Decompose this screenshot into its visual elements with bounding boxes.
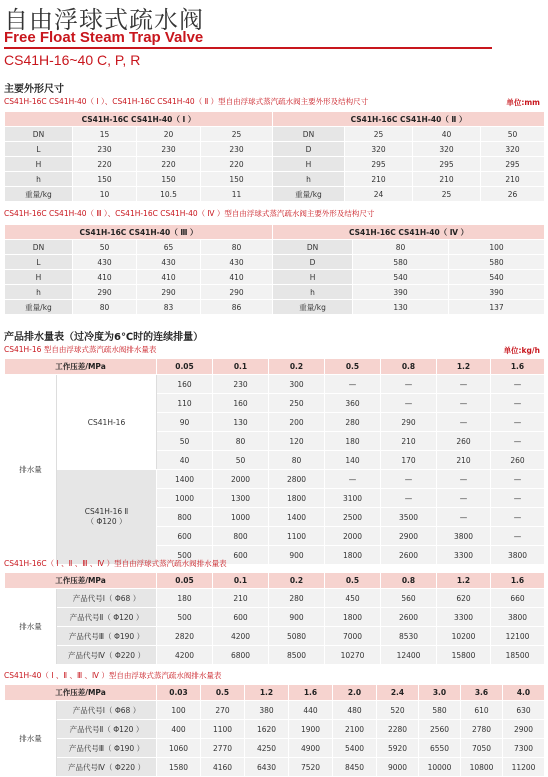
table-row (5, 758, 545, 777)
table-row (5, 255, 545, 270)
table-cell: 260 (491, 451, 545, 470)
table-cell: 50 (157, 432, 213, 451)
table-row (5, 701, 545, 720)
table4-caption: CS41H-16C（ Ⅰ 、Ⅱ 、Ⅲ 、Ⅳ ）型自由浮球式蒸汽疏水阀排水量表 (4, 559, 227, 568)
table-cell: 540 (449, 270, 545, 285)
table-cell: 24 (345, 187, 413, 202)
row-group-label: 排水量 (5, 701, 57, 777)
table-cell: 230 (201, 142, 273, 157)
table-cell: 900 (269, 608, 325, 627)
table-cell: 25 (345, 127, 413, 142)
table-cell: 600 (157, 527, 213, 546)
table-cell: 620 (437, 589, 491, 608)
table-cell: 430 (201, 255, 273, 270)
table-cell: 10200 (437, 627, 491, 646)
table-row (5, 187, 545, 202)
row-label: 重量/kg (5, 187, 73, 202)
table-cell: 50 (213, 451, 269, 470)
table-cell: 1000 (157, 489, 213, 508)
model-group-label-line: CS41H-16 Ⅱ (84, 507, 129, 516)
table-cell: 2000 (325, 527, 381, 546)
table-cell: 210 (213, 589, 269, 608)
table-cell: 3800 (491, 608, 545, 627)
row-label: D (273, 255, 353, 270)
table-cell: 900 (269, 546, 325, 565)
pressure-header: 0.5 (201, 685, 245, 701)
table-cell: 210 (413, 172, 481, 187)
table-cell: 210 (345, 172, 413, 187)
table-cell: 130 (213, 413, 269, 432)
table-cell: 140 (325, 451, 381, 470)
table-cell: — (437, 470, 491, 489)
pressure-header-label: 工作压差/MPa (5, 573, 157, 589)
discharge-table-cs41h-16c (4, 572, 545, 665)
pressure-header-label: 工作压差/MPa (5, 685, 157, 701)
row-label: H (5, 157, 73, 172)
table-cell: 500 (157, 608, 213, 627)
table-cell: 7050 (461, 739, 503, 758)
table-cell: 26 (481, 187, 545, 202)
pressure-header: 0.5 (325, 573, 381, 589)
table-cell: — (437, 394, 491, 413)
pressure-header: 3.6 (461, 685, 503, 701)
table-cell: 150 (137, 172, 201, 187)
model-group-label-line: （ Φ120 ） (86, 517, 127, 526)
table-cell: 11 (201, 187, 273, 202)
table-cell: 180 (157, 589, 213, 608)
table-cell: 1060 (157, 739, 201, 758)
dimensions-section-title: 主要外形尺寸 (4, 84, 64, 95)
pressure-header: 1.2 (245, 685, 289, 701)
table-cell: 110 (157, 394, 213, 413)
table-row (5, 720, 545, 739)
table-cell: 280 (269, 589, 325, 608)
row-label: DN (5, 127, 73, 142)
table-cell: 430 (73, 255, 137, 270)
table-cell: — (437, 489, 491, 508)
table-cell: 65 (137, 240, 201, 255)
page-subtitle-en: Free Float Steam Trap Valve (4, 29, 204, 46)
table-cell: 8500 (269, 646, 325, 665)
table-cell: 160 (213, 394, 269, 413)
table-cell: 230 (73, 142, 137, 157)
table-cell: 300 (269, 375, 325, 394)
table-cell: 1100 (269, 527, 325, 546)
pressure-header: 0.5 (325, 359, 381, 375)
row-label: 重量/kg (273, 300, 353, 315)
table-cell: 600 (213, 608, 269, 627)
table-cell: 210 (437, 451, 491, 470)
pressure-header: 0.1 (213, 359, 269, 375)
table-cell: 2900 (381, 527, 437, 546)
table-cell: 295 (345, 157, 413, 172)
table-cell: 2560 (419, 720, 461, 739)
table-cell: 230 (137, 142, 201, 157)
product-code-label: 产品代号Ⅲ（ Φ190 ） (57, 627, 157, 646)
table-cell: 12100 (491, 627, 545, 646)
row-group-label: 排水量 (5, 589, 57, 665)
table-row (5, 470, 545, 489)
table-cell: 50 (481, 127, 545, 142)
table-row (5, 589, 545, 608)
pressure-header: 2.4 (377, 685, 419, 701)
table-cell: 100 (449, 240, 545, 255)
table-cell: 2600 (381, 546, 437, 565)
table-cell: — (437, 375, 491, 394)
pressure-header: 1.6 (491, 359, 545, 375)
product-code-label: 产品代号Ⅱ（ Φ120 ） (57, 608, 157, 627)
row-label: h (5, 285, 73, 300)
table-cell: 430 (137, 255, 201, 270)
table-cell: 7000 (325, 627, 381, 646)
table-cell: 3300 (437, 608, 491, 627)
table-cell: 630 (503, 701, 545, 720)
table-row (5, 270, 545, 285)
table-cell: 2280 (377, 720, 419, 739)
table-cell: 1800 (269, 489, 325, 508)
table-cell: 100 (157, 701, 201, 720)
table-cell: 600 (213, 546, 269, 565)
table-cell: 2600 (381, 608, 437, 627)
table-cell: 40 (157, 451, 213, 470)
table-cell: 7300 (503, 739, 545, 758)
table-cell: 5080 (269, 627, 325, 646)
table-cell: 2500 (325, 508, 381, 527)
table-cell: — (491, 413, 545, 432)
row-label: H (273, 157, 345, 172)
product-code-label: 产品代号Ⅳ（ Φ220 ） (57, 758, 157, 777)
table-cell: — (381, 470, 437, 489)
table-row (5, 573, 545, 589)
discharge-table-cs41h-40 (4, 684, 545, 777)
row-label: L (5, 255, 73, 270)
table-cell: 2900 (503, 720, 545, 739)
table-row (5, 300, 545, 315)
table-row (5, 142, 545, 157)
table-cell: 10.5 (137, 187, 201, 202)
table-cell: 5920 (377, 739, 419, 758)
table-cell: 130 (353, 300, 449, 315)
table-cell: — (491, 375, 545, 394)
table-cell: — (381, 394, 437, 413)
table-cell: 80 (213, 432, 269, 451)
title-divider (4, 47, 492, 49)
table-cell: 580 (419, 701, 461, 720)
table-cell: 6550 (419, 739, 461, 758)
table-cell: 137 (449, 300, 545, 315)
table-row (5, 127, 545, 142)
table-cell: 2800 (269, 470, 325, 489)
table-cell: 10000 (419, 758, 461, 777)
row-label: DN (5, 240, 73, 255)
product-code-label: 产品代号Ⅳ（ Φ220 ） (57, 646, 157, 665)
row-label: h (273, 172, 345, 187)
table3-caption: CS41H-16 型自由浮球式蒸汽疏水阀排水量表 (4, 345, 157, 354)
row-label: 重量/kg (273, 187, 345, 202)
table-cell: 1800 (325, 546, 381, 565)
table1-caption: CS41H-16C CS41H-40（ Ⅰ ）、CS41H-16C CS41H-40（ Ⅱ ）型自由浮球式蒸汽疏水阀主要外形及结构尺寸 (4, 97, 369, 106)
table-cell: 120 (269, 432, 325, 451)
table-cell: 500 (157, 546, 213, 565)
pressure-header: 3.0 (419, 685, 461, 701)
table-cell: 150 (73, 172, 137, 187)
pressure-header: 1.6 (491, 573, 545, 589)
table-cell: 1300 (213, 489, 269, 508)
table-cell: 800 (213, 527, 269, 546)
pressure-header: 0.2 (269, 573, 325, 589)
table-cell: 1400 (269, 508, 325, 527)
row-label: 重量/kg (5, 300, 73, 315)
table-row (5, 225, 545, 240)
table-cell: 3800 (437, 527, 491, 546)
table-cell: 170 (381, 451, 437, 470)
table-row (5, 685, 545, 701)
table-cell: 4200 (213, 627, 269, 646)
table-cell: — (491, 470, 545, 489)
table-cell: — (381, 375, 437, 394)
table-cell: 800 (157, 508, 213, 527)
table-cell: 4200 (157, 646, 213, 665)
row-label: h (273, 285, 353, 300)
discharge-unit: 单位:kg/h (503, 346, 540, 355)
table-cell: 83 (137, 300, 201, 315)
table-row (5, 375, 545, 394)
table-cell: 295 (413, 157, 481, 172)
dimensions-table-2 (4, 224, 545, 315)
table-header: CS41H-16C CS41H-40（ Ⅲ ） (5, 225, 273, 240)
table-cell: — (491, 527, 545, 546)
table-cell: 1000 (213, 508, 269, 527)
table-cell: 560 (381, 589, 437, 608)
table-cell: 290 (73, 285, 137, 300)
table-cell: — (381, 489, 437, 508)
row-label: DN (273, 127, 345, 142)
table-cell: 390 (449, 285, 545, 300)
table-row (5, 240, 545, 255)
table2-caption: CS41H-16C CS41H-40（ Ⅲ ）、CS41H-16C CS41H-40（ Ⅳ ）型自由浮球式蒸汽疏水阀主要外形及结构尺寸 (4, 209, 375, 218)
pressure-header-label: 工作压差/MPa (5, 359, 157, 375)
table-cell: — (491, 394, 545, 413)
table-cell: 410 (73, 270, 137, 285)
table-cell: 320 (413, 142, 481, 157)
table-cell: 360 (325, 394, 381, 413)
pressure-header: 0.1 (213, 573, 269, 589)
product-code-label: 产品代号Ⅲ（ Φ190 ） (57, 739, 157, 758)
table-cell: — (491, 432, 545, 451)
table-cell: 25 (413, 187, 481, 202)
table-cell: 270 (201, 701, 245, 720)
table-cell: 280 (325, 413, 381, 432)
table-cell: 80 (269, 451, 325, 470)
row-label: h (5, 172, 73, 187)
table-cell: 1100 (201, 720, 245, 739)
table-cell: 80 (73, 300, 137, 315)
product-code-label: 产品代号Ⅱ（ Φ120 ） (57, 720, 157, 739)
pressure-header: 1.6 (289, 685, 333, 701)
discharge-section-title: 产品排水量表（过冷度为6℃时的连续排量） (4, 332, 204, 343)
table-cell: 210 (381, 432, 437, 451)
table-row (5, 112, 545, 127)
pressure-header: 1.2 (437, 359, 491, 375)
row-label: L (5, 142, 73, 157)
table-cell: 1900 (289, 720, 333, 739)
table-cell: 220 (201, 157, 273, 172)
table-cell: 4250 (245, 739, 289, 758)
table-cell: 4900 (289, 739, 333, 758)
table-cell: 10 (73, 187, 137, 202)
table-header: CS41H-16C CS41H-40（ Ⅱ ） (273, 112, 545, 127)
table-cell: 3800 (491, 546, 545, 565)
table-cell: 1800 (325, 608, 381, 627)
table-cell: 390 (353, 285, 449, 300)
table-cell: 260 (437, 432, 491, 451)
dimensions-unit: 单位:mm (506, 98, 540, 107)
table-cell: 580 (449, 255, 545, 270)
table-cell: 80 (201, 240, 273, 255)
table-cell: 320 (345, 142, 413, 157)
table-cell: 15 (73, 127, 137, 142)
model-group-label (57, 470, 157, 565)
product-code-label: 产品代号Ⅰ（ Φ68 ） (57, 701, 157, 720)
table-cell: 200 (269, 413, 325, 432)
row-label: DN (273, 240, 353, 255)
table-cell: 2770 (201, 739, 245, 758)
table-cell: 1620 (245, 720, 289, 739)
table-cell: 440 (289, 701, 333, 720)
model-range: CS41H-16~40 C, P, R (4, 52, 141, 68)
table-cell: 11200 (503, 758, 545, 777)
table-header: CS41H-16C CS41H-40（ Ⅰ ） (5, 112, 273, 127)
table-row (5, 646, 545, 665)
table-header: CS41H-16C CS41H-40（ Ⅳ ） (273, 225, 545, 240)
table-cell: 2000 (213, 470, 269, 489)
table-cell: 40 (413, 127, 481, 142)
pressure-header: 0.05 (157, 359, 213, 375)
table-cell: 290 (201, 285, 273, 300)
table-cell: 8450 (333, 758, 377, 777)
page-title: 自由浮球式疏水阀 (4, 6, 204, 34)
pressure-header: 2.0 (333, 685, 377, 701)
table-cell: 50 (73, 240, 137, 255)
table-row (5, 608, 545, 627)
table-row (5, 359, 545, 375)
table-row (5, 285, 545, 300)
table-cell: 18500 (491, 646, 545, 665)
table-cell: 3500 (381, 508, 437, 527)
table-cell: 295 (481, 157, 545, 172)
row-group-label: 排水量 (5, 375, 57, 565)
table-cell: 2820 (157, 627, 213, 646)
dimensions-table-1 (4, 111, 545, 202)
table-cell: 480 (333, 701, 377, 720)
table-cell: 290 (137, 285, 201, 300)
table-cell: — (437, 508, 491, 527)
table-cell: 520 (377, 701, 419, 720)
table-cell: 410 (137, 270, 201, 285)
pressure-header: 0.8 (381, 359, 437, 375)
table-cell: 9000 (377, 758, 419, 777)
table-cell: — (491, 489, 545, 508)
table-cell: 450 (325, 589, 381, 608)
table-cell: 160 (157, 375, 213, 394)
table-cell: 2100 (333, 720, 377, 739)
model-group-label: CS41H-16 (57, 375, 157, 470)
table-cell: 320 (481, 142, 545, 157)
table-cell: 660 (491, 589, 545, 608)
table-cell: 210 (481, 172, 545, 187)
table-cell: — (325, 375, 381, 394)
table-cell: 20 (137, 127, 201, 142)
table-cell: 380 (245, 701, 289, 720)
table-cell: 6800 (213, 646, 269, 665)
pressure-header: 1.2 (437, 573, 491, 589)
discharge-table-cs41h-16 (4, 358, 545, 565)
table-cell: 2780 (461, 720, 503, 739)
pressure-header: 4.0 (503, 685, 545, 701)
pressure-header: 0.8 (381, 573, 437, 589)
table-cell: 220 (73, 157, 137, 172)
table-cell: 610 (461, 701, 503, 720)
row-label: H (273, 270, 353, 285)
pressure-header: 0.05 (157, 573, 213, 589)
table-cell: 4160 (201, 758, 245, 777)
table-cell: 25 (201, 127, 273, 142)
table-cell: 15800 (437, 646, 491, 665)
table-cell: 230 (213, 375, 269, 394)
table-row (5, 739, 545, 758)
table-cell: 7520 (289, 758, 333, 777)
table-cell: 8530 (381, 627, 437, 646)
table5-caption: CS41H-40（ Ⅰ 、Ⅱ 、Ⅲ 、Ⅳ ）型自由浮球式蒸汽疏水阀排水量表 (4, 671, 222, 680)
table-cell: 540 (353, 270, 449, 285)
pressure-header: 0.03 (157, 685, 201, 701)
table-row (5, 627, 545, 646)
table-cell: 250 (269, 394, 325, 413)
row-label: H (5, 270, 73, 285)
table-cell: 80 (353, 240, 449, 255)
table-cell: 10800 (461, 758, 503, 777)
table-cell: 1400 (157, 470, 213, 489)
table-cell: — (437, 413, 491, 432)
row-label: D (273, 142, 345, 157)
table-cell: 86 (201, 300, 273, 315)
table-cell: 180 (325, 432, 381, 451)
table-cell: 12400 (381, 646, 437, 665)
table-cell: 400 (157, 720, 201, 739)
table-row (5, 157, 545, 172)
table-cell: 3300 (437, 546, 491, 565)
table-cell: — (325, 470, 381, 489)
table-cell: 410 (201, 270, 273, 285)
table-cell: 10270 (325, 646, 381, 665)
table-cell: 5400 (333, 739, 377, 758)
table-cell: 290 (381, 413, 437, 432)
product-code-label: 产品代号Ⅰ（ Φ68 ） (57, 589, 157, 608)
table-cell: 1580 (157, 758, 201, 777)
table-cell: 6430 (245, 758, 289, 777)
table-cell: 580 (353, 255, 449, 270)
table-row (5, 172, 545, 187)
table-cell: 220 (137, 157, 201, 172)
table-cell: — (491, 508, 545, 527)
table-cell: 3100 (325, 489, 381, 508)
table-cell: 150 (201, 172, 273, 187)
table-cell: 90 (157, 413, 213, 432)
pressure-header: 0.2 (269, 359, 325, 375)
